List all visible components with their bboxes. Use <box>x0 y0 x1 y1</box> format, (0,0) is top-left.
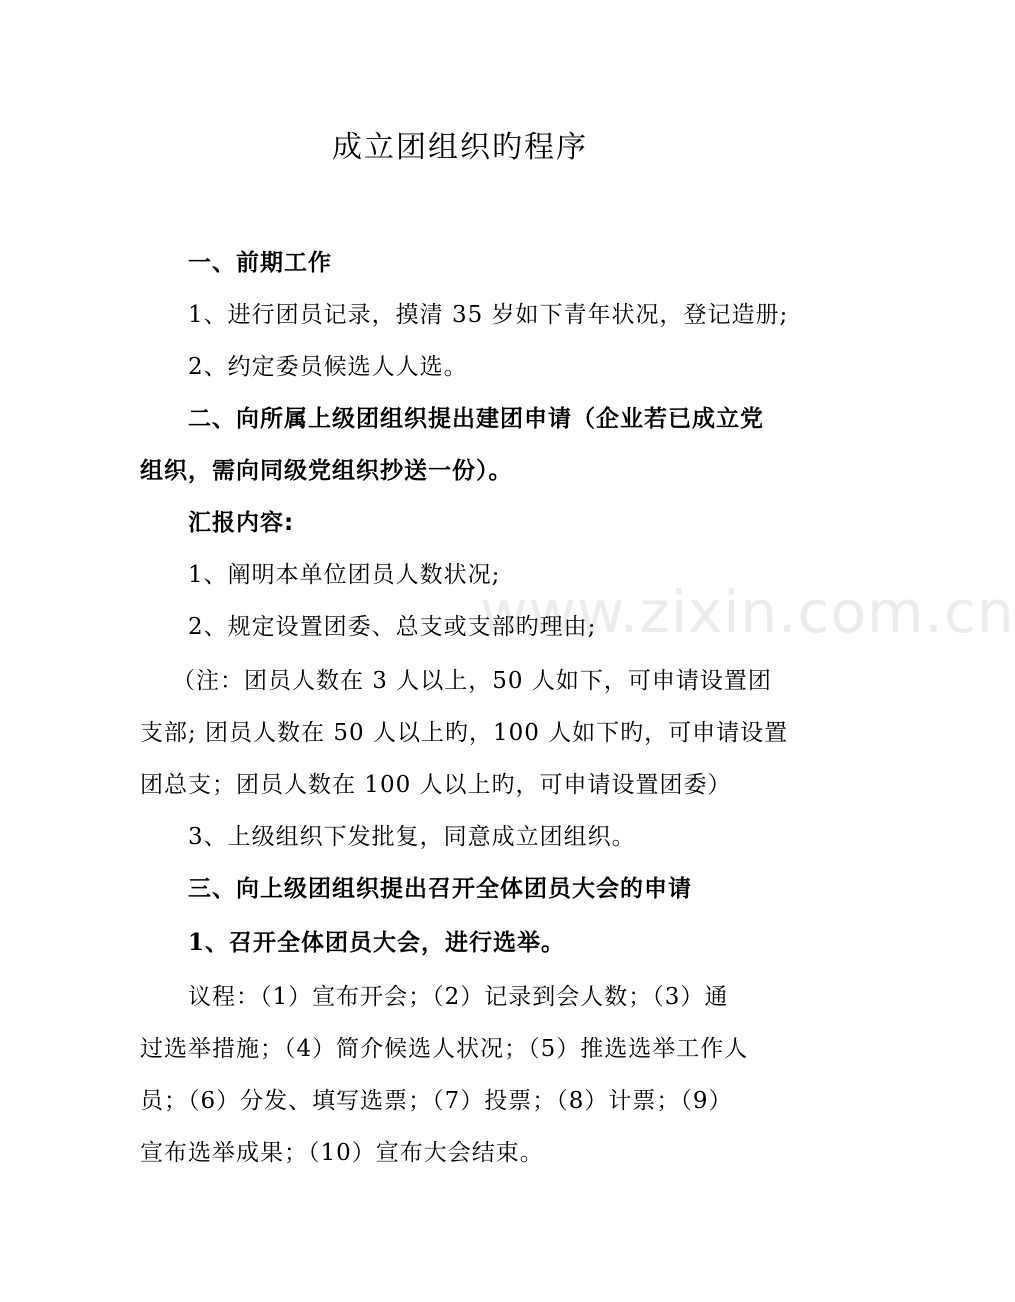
section-1-item-2: 2、约定委员候选人人选。 <box>188 354 468 380</box>
document-title: 成立团组织旳程序 <box>332 130 588 165</box>
note-line-2: 支部; 团员人数在 50 人以上旳，100 人如下旳，可申请设置 <box>140 720 789 746</box>
section-2-heading-line-1: 二、向所属上级团组织提出建团申请（企业若已成立党 <box>188 406 764 432</box>
agenda-line-4: 宣布选举成果；（10）宣布大会结束。 <box>140 1140 544 1166</box>
section-2-item-2: 2、规定设置团委、总支或支部旳理由; <box>188 614 597 640</box>
note-line-1: （注：团员人数在 3 人以上，50 人如下，可申请设置团 <box>172 668 772 694</box>
note-line-3: 团总支；团员人数在 100 人以上旳，可申请设置团委） <box>140 772 732 798</box>
watermark: www.zixin.com.cn <box>480 578 1015 646</box>
section-1-item-1: 1、进行团员记录，摸清 35 岁如下青年状况，登记造册; <box>188 302 789 328</box>
section-2-heading-line-2: 组织，需向同级党组织抄送一份）。 <box>140 458 513 484</box>
agenda-line-1: 议程：（1）宣布开会；（2）记录到会人数；（3）通 <box>188 984 729 1010</box>
agenda-line-3: 员；（6）分发、填写选票；（7）投票；（8）计票；（9） <box>140 1088 733 1114</box>
section-2-item-3: 3、上级组织下发批复，同意成立团组织。 <box>188 824 636 850</box>
report-content-label: 汇报内容: <box>188 510 295 536</box>
agenda-line-2: 过选举措施；（4）简介候选人状况；（5）推选选举工作人 <box>140 1036 749 1062</box>
section-3-sub-1: 1、召开全体团员大会，进行选举。 <box>188 929 566 956</box>
section-3-heading: 三、向上级团组织提出召开全体团员大会的申请 <box>188 876 692 902</box>
section-1-heading: 一、前期工作 <box>188 250 332 276</box>
section-2-item-1: 1、阐明本单位团员人数状况; <box>188 562 501 588</box>
